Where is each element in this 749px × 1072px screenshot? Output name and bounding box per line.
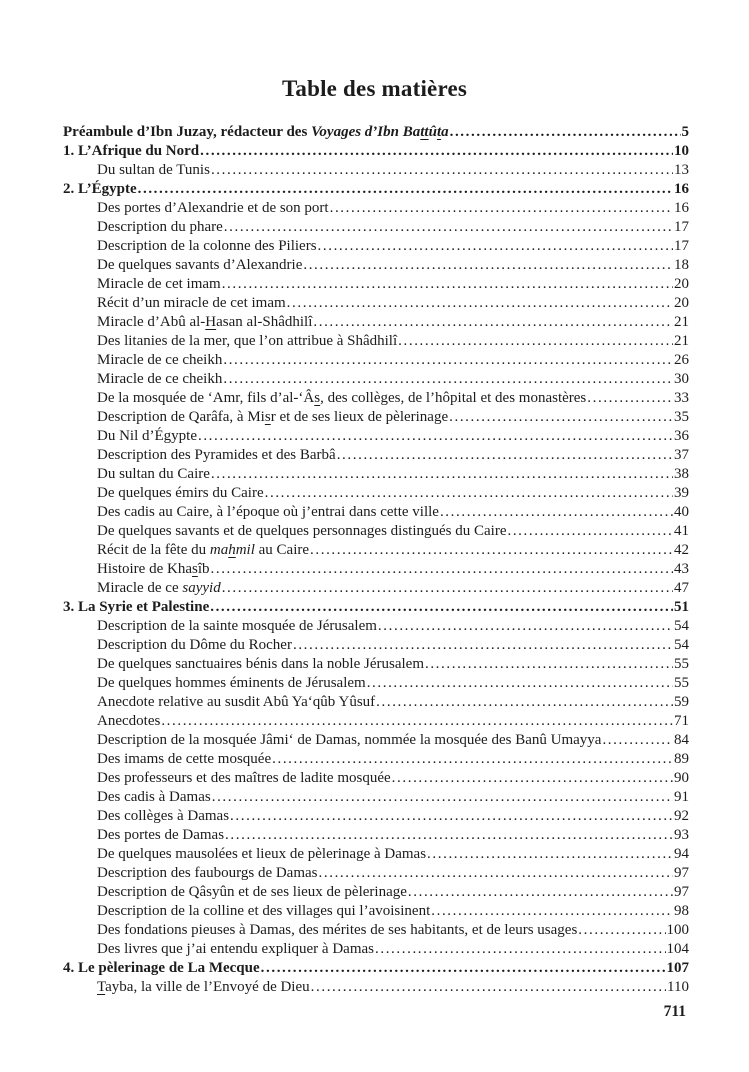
toc-entry-label: Histoire de Khasîb	[97, 561, 210, 577]
dot-leader	[287, 294, 673, 313]
toc-entry-page: 16	[674, 200, 689, 216]
toc-entry	[63, 769, 689, 788]
toc-entry	[63, 427, 689, 446]
dot-leader	[212, 788, 673, 807]
toc-entry-page: 97	[674, 865, 689, 881]
toc-entry-page: 100	[666, 922, 689, 938]
toc-entry-label: Des livres que j’ai entendu expliquer à Damas	[97, 941, 374, 957]
toc-entry	[63, 921, 689, 940]
toc-entry	[63, 161, 689, 180]
toc-entry	[63, 237, 689, 256]
toc-entry	[63, 883, 689, 902]
toc-entry-label: De quelques savants et de quelques personnages distingués du Caire	[97, 523, 507, 539]
folio-page-number: 711	[663, 1003, 686, 1020]
toc-entry	[63, 218, 689, 237]
toc-entry-page: 94	[674, 846, 689, 862]
toc-entry-page: 16	[674, 181, 689, 197]
dot-leader	[427, 845, 673, 864]
toc-entry-label: Description de la mosquée Jâmi‘ de Damas, nommée la mosquée des Banû Umayya	[97, 732, 602, 748]
dot-leader	[224, 218, 673, 237]
dot-leader	[602, 731, 673, 750]
toc-entry-page: 93	[674, 827, 689, 843]
toc-entry	[63, 389, 689, 408]
dot-leader	[440, 503, 673, 522]
toc-entry-label: Des imams de cette mosquée	[97, 751, 272, 767]
toc-entry-label: Description des Pyramides et des Barbâ	[97, 447, 336, 463]
toc-entry-label: Des portes d’Alexandrie et de son port	[97, 200, 329, 216]
dot-leader	[272, 750, 673, 769]
toc-entry-label: Description de Qâsyûn et de ses lieux de pèlerinage	[97, 884, 407, 900]
dot-leader	[313, 313, 673, 332]
dot-leader	[223, 370, 673, 389]
dot-leader	[293, 636, 673, 655]
toc-entry-label: Miracle de ce cheikh	[97, 352, 223, 368]
toc-entry-page: 5	[681, 124, 689, 140]
toc-entry-label: Récit de la fête du mahmil au Caire	[97, 542, 310, 558]
page-title: Table des matières	[281, 76, 468, 101]
toc-entry-page: 54	[674, 637, 689, 653]
toc-entry	[63, 940, 689, 959]
dot-leader	[375, 940, 666, 959]
dot-leader	[222, 579, 673, 598]
toc-entry-label: De quelques sanctuaires bénis dans la noble Jérusalem	[97, 656, 424, 672]
toc-entry-label: 4. Le pèlerinage de La Mecque	[63, 960, 260, 976]
toc-entry	[63, 788, 689, 807]
toc-entry	[63, 750, 689, 769]
dot-leader	[211, 560, 674, 579]
toc-entry	[63, 845, 689, 864]
dot-leader	[450, 123, 681, 142]
dot-leader	[198, 427, 673, 446]
toc-entry-page: 18	[674, 257, 689, 273]
toc-entry	[63, 598, 689, 617]
toc-entry-label: Des professeurs et des maîtres de ladite mosquée	[97, 770, 391, 786]
dot-leader	[211, 465, 673, 484]
toc-entry	[63, 446, 689, 465]
toc-entry-page: 89	[674, 751, 689, 767]
toc-entry-page: 13	[674, 162, 689, 178]
toc-entry	[63, 313, 689, 332]
dot-leader	[587, 389, 673, 408]
toc-entry-page: 84	[674, 732, 689, 748]
table-of-contents	[0, 123, 749, 997]
toc-entry-label: Description de Qarâfa, à Misr et de ses lieux de pèlerinage	[97, 409, 449, 425]
toc-entry-page: 21	[674, 333, 689, 349]
toc-entry-page: 37	[674, 447, 689, 463]
dot-leader	[431, 902, 673, 921]
toc-entry-label: Du sultan de Tunis	[97, 162, 210, 178]
dot-leader	[367, 674, 673, 693]
toc-entry-label: Anecdotes	[97, 713, 161, 729]
toc-entry-label: Description du phare	[97, 219, 223, 235]
toc-entry-page: 47	[674, 580, 689, 596]
dot-leader	[398, 332, 673, 351]
toc-entry-label: 3. La Syrie et Palestine	[63, 599, 210, 615]
toc-entry-page: 30	[674, 371, 689, 387]
toc-entry-label: Miracle d’Abû al-Hasan al-Shâdhilî	[97, 314, 313, 330]
toc-entry-page: 10	[674, 143, 689, 159]
toc-entry-page: 35	[674, 409, 689, 425]
toc-entry-label: Description de la colline et des villages qui l’avoisinent	[97, 903, 431, 919]
toc-entry-page: 26	[674, 352, 689, 368]
dot-leader	[578, 921, 665, 940]
toc-entry-page: 90	[674, 770, 689, 786]
toc-entry-page: 91	[674, 789, 689, 805]
toc-entry-page: 20	[674, 295, 689, 311]
toc-entry-label: Des fondations pieuses à Damas, des mérites de ses habitants, et de leurs usages	[97, 922, 578, 938]
toc-entry	[63, 370, 689, 389]
toc-entry-label: De quelques hommes éminents de Jérusalem	[97, 675, 366, 691]
dot-leader	[310, 541, 673, 560]
toc-entry-page: 55	[674, 675, 689, 691]
dot-leader	[222, 275, 673, 294]
toc-entry	[63, 807, 689, 826]
toc-entry	[63, 826, 689, 845]
dot-leader	[261, 959, 666, 978]
toc-entry-page: 104	[666, 941, 689, 957]
dot-leader	[318, 237, 673, 256]
toc-entry-label: Description des faubourgs de Damas	[97, 865, 318, 881]
dot-leader	[210, 598, 673, 617]
toc-entry	[63, 275, 689, 294]
toc-entry-page: 39	[674, 485, 689, 501]
toc-entry	[63, 123, 689, 142]
toc-entry-page: 110	[667, 979, 689, 995]
dot-leader	[225, 826, 673, 845]
toc-entry	[63, 579, 689, 598]
toc-entry-label: Des cadis à Damas	[97, 789, 211, 805]
dot-leader	[392, 769, 673, 788]
dot-leader	[311, 978, 666, 997]
toc-entry-page: 40	[674, 504, 689, 520]
toc-entry-label: Description de la colonne des Piliers	[97, 238, 317, 254]
toc-entry-page: 17	[674, 219, 689, 235]
dot-leader	[337, 446, 673, 465]
toc-entry-page: 97	[674, 884, 689, 900]
dot-leader	[211, 161, 673, 180]
dot-leader	[330, 199, 673, 218]
toc-entry-label: Récit d’un miracle de cet imam	[97, 295, 286, 311]
toc-entry-page: 36	[674, 428, 689, 444]
toc-entry-label: 1. L’Afrique du Nord	[63, 143, 200, 159]
toc-entry-label: Du sultan du Caire	[97, 466, 210, 482]
dot-leader	[230, 807, 673, 826]
toc-entry-label: Des collèges à Damas	[97, 808, 230, 824]
toc-entry	[63, 693, 689, 712]
toc-entry-page: 33	[674, 390, 689, 406]
toc-entry-label: De la mosquée de ‘Amr, fils d’al-‘Âs, des collèges, de l’hôpital et des monastères	[97, 390, 587, 406]
toc-entry	[63, 294, 689, 313]
toc-entry	[63, 636, 689, 655]
toc-entry-label: Préambule d’Ibn Juzay, rédacteur des Voyages d’Ibn Battûta	[63, 124, 449, 140]
toc-entry-page: 55	[674, 656, 689, 672]
dot-leader	[408, 883, 673, 902]
dot-leader	[449, 408, 673, 427]
toc-entry	[63, 959, 689, 978]
toc-entry-page: 98	[674, 903, 689, 919]
dot-leader	[425, 655, 673, 674]
toc-entry-label: De quelques émirs du Caire	[97, 485, 264, 501]
toc-entry-page: 107	[666, 960, 689, 976]
toc-entry	[63, 522, 689, 541]
dot-leader	[507, 522, 673, 541]
toc-entry-label: De quelques savants d’Alexandrie	[97, 257, 303, 273]
dot-leader	[265, 484, 673, 503]
toc-entry	[63, 256, 689, 275]
dot-leader	[138, 180, 673, 199]
toc-entry-label: 2. L’Égypte	[63, 181, 137, 197]
toc-entry-label: Tayba, la ville de l’Envoyé de Dieu	[97, 979, 310, 995]
toc-entry	[63, 978, 689, 997]
toc-entry	[63, 560, 689, 579]
toc-entry	[63, 199, 689, 218]
toc-entry	[63, 617, 689, 636]
toc-entry-label: Miracle de cet imam	[97, 276, 221, 292]
toc-entry-label: Des portes de Damas	[97, 827, 225, 843]
dot-leader	[223, 351, 673, 370]
toc-entry-label: Description du Dôme du Rocher	[97, 637, 292, 653]
toc-entry-label: Des cadis au Caire, à l’époque où j’entrai dans cette ville	[97, 504, 439, 520]
toc-entry	[63, 655, 689, 674]
toc-entry	[63, 674, 689, 693]
toc-entry-label: Des litanies de la mer, que l’on attribue à Shâdhilî	[97, 333, 398, 349]
toc-entry	[63, 408, 689, 427]
toc-entry	[63, 503, 689, 522]
toc-entry	[63, 484, 689, 503]
toc-entry-page: 42	[674, 542, 689, 558]
toc-entry-page: 51	[674, 599, 689, 615]
dot-leader	[376, 693, 673, 712]
toc-entry-label: De quelques mausolées et lieux de pèlerinage à Damas	[97, 846, 427, 862]
toc-entry-page: 71	[674, 713, 689, 729]
toc-entry-label: Anecdote relative au susdit Abû Ya‘qûb Yûsuf	[97, 694, 376, 710]
toc-entry	[63, 902, 689, 921]
toc-entry	[63, 731, 689, 750]
toc-entry-page: 54	[674, 618, 689, 634]
toc-entry	[63, 351, 689, 370]
toc-entry-page: 20	[674, 276, 689, 292]
toc-entry	[63, 332, 689, 351]
dot-leader	[303, 256, 673, 275]
toc-entry	[63, 864, 689, 883]
toc-entry-page: 41	[674, 523, 689, 539]
toc-entry-page: 43	[674, 561, 689, 577]
dot-leader	[319, 864, 673, 883]
toc-entry-page: 92	[674, 808, 689, 824]
dot-leader	[378, 617, 673, 636]
toc-entry	[63, 712, 689, 731]
toc-entry-page: 21	[674, 314, 689, 330]
toc-entry-label: Miracle de ce sayyid	[97, 580, 221, 596]
dot-leader	[200, 142, 673, 161]
toc-entry-page: 59	[674, 694, 689, 710]
toc-entry-label: Description de la sainte mosquée de Jérusalem	[97, 618, 377, 634]
toc-entry-page: 38	[674, 466, 689, 482]
toc-entry	[63, 541, 689, 560]
toc-entry-page: 17	[674, 238, 689, 254]
dot-leader	[161, 712, 673, 731]
toc-entry-label: Du Nil d’Égypte	[97, 428, 197, 444]
toc-entry-label: Miracle de ce cheikh	[97, 371, 223, 387]
toc-entry	[63, 142, 689, 161]
toc-entry	[63, 180, 689, 199]
toc-entry	[63, 465, 689, 484]
